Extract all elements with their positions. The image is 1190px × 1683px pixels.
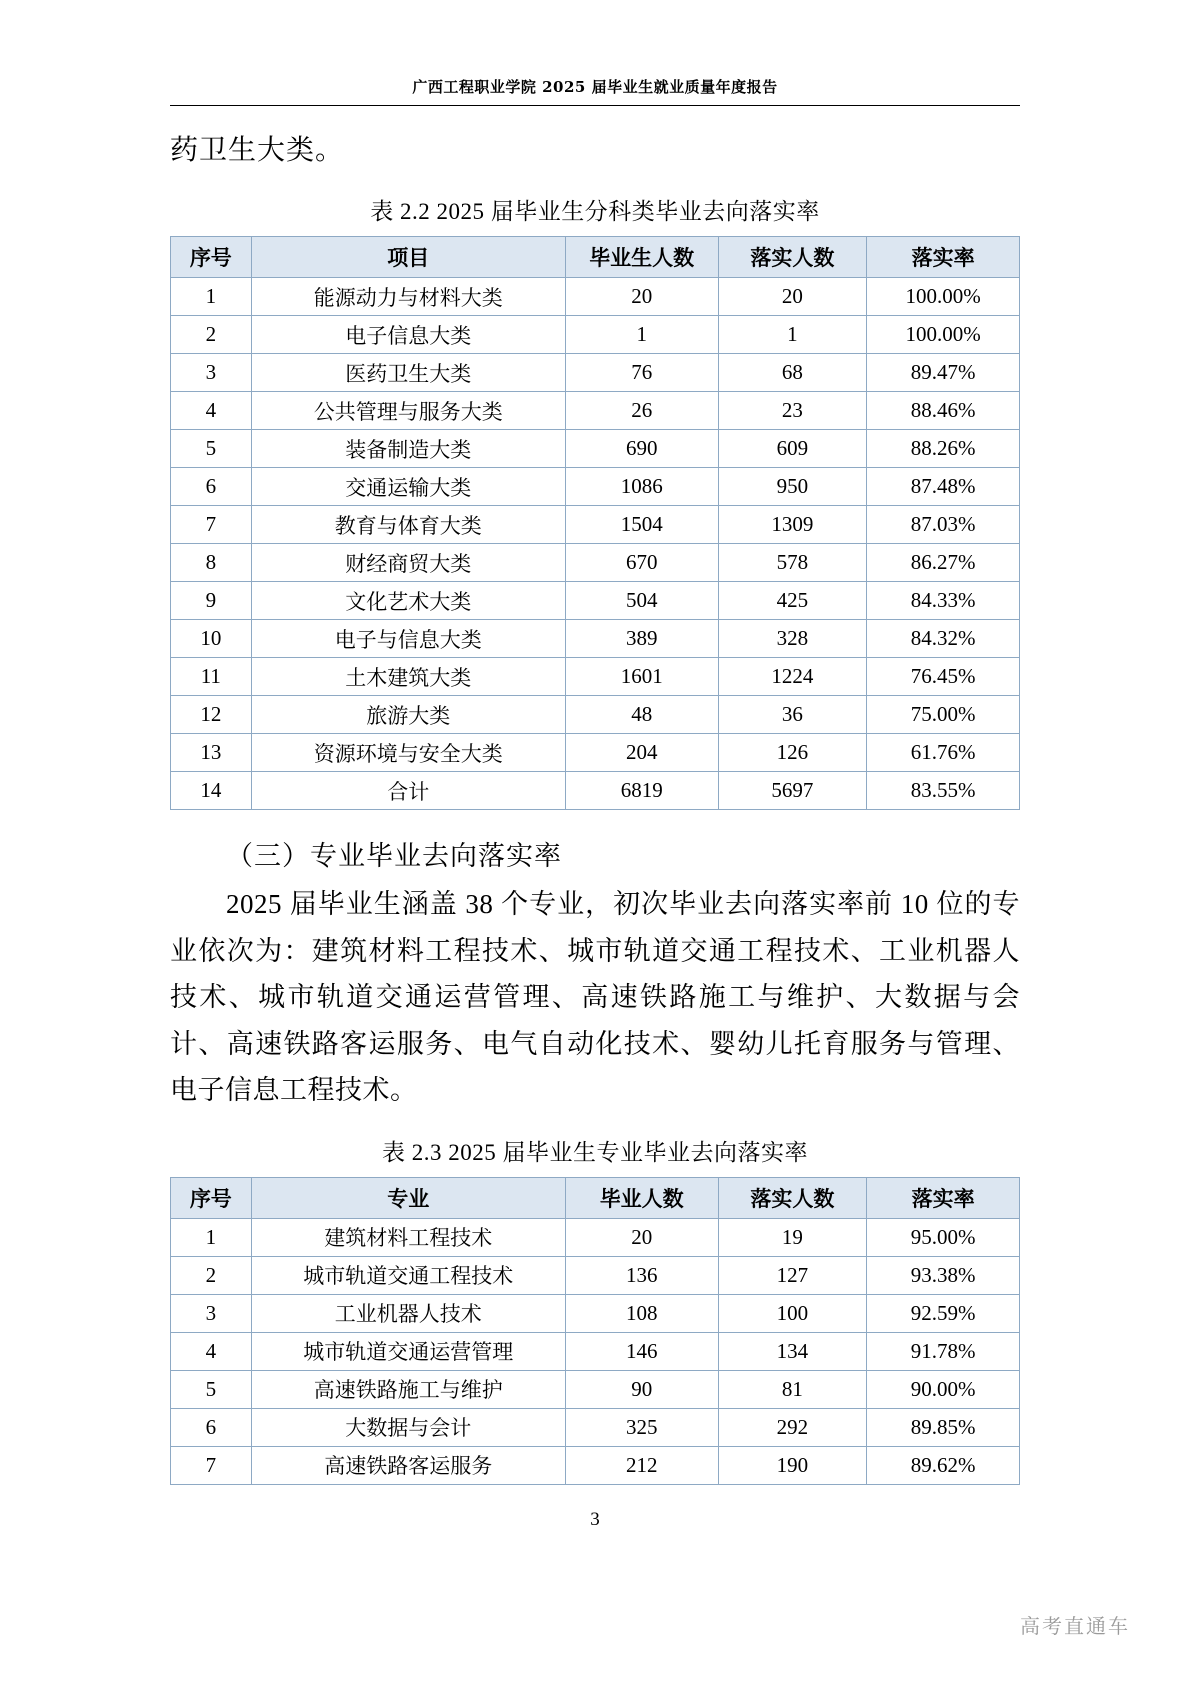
cell-graduates: 1 (565, 316, 718, 354)
header-title: 广西工程职业学院 2025 届毕业生就业质量年度报告 (412, 78, 778, 96)
column-header-placed: 落实人数 (718, 237, 867, 278)
watermark: 高考直通车 (1020, 1616, 1130, 1638)
cell-rate: 95.00% (867, 1218, 1020, 1256)
cell-placed: 190 (718, 1446, 867, 1484)
cell-rate: 84.33% (867, 582, 1020, 620)
column-header-graduates: 毕业人数 (565, 1177, 718, 1218)
body-paragraph: 2025 届毕业生涵盖 38 个专业，初次毕业去向落实率前 10 位的专业依次为：建筑材料工程技术、城市轨道交通工程技术、工业机器人技术、城市轨道交通运营管理、高速铁路施工与维护、大数据与会计、高速铁路客运服务、电气自动化技术、婴幼儿托育服务与管理、电子信息工程技术。 (170, 889, 1020, 1106)
cell-rate: 88.26% (867, 430, 1020, 468)
cell-rate: 83.55% (867, 772, 1020, 810)
column-header-graduates: 毕业生人数 (565, 237, 718, 278)
cell-index: 5 (171, 430, 252, 468)
section-heading: （三）专业毕业去向落实率 (226, 841, 562, 872)
table-row (171, 544, 1020, 582)
cell-rate: 87.48% (867, 468, 1020, 506)
table-row (171, 734, 1020, 772)
cell-index: 5 (171, 1370, 252, 1408)
table-row (171, 316, 1020, 354)
header-divider (170, 105, 1020, 106)
cell-placed: 1 (718, 316, 867, 354)
cell-placed: 100 (718, 1294, 867, 1332)
cell-index: 4 (171, 1332, 252, 1370)
cell-index: 2 (171, 316, 252, 354)
cell-placed: 425 (718, 582, 867, 620)
cell-rate: 86.27% (867, 544, 1020, 582)
cell-graduates: 48 (565, 696, 718, 734)
cell-graduates: 20 (565, 278, 718, 316)
lead-text: 药卫生大类。 (170, 135, 345, 166)
cell-graduates: 6819 (565, 772, 718, 810)
cell-graduates: 212 (565, 1446, 718, 1484)
table-row (171, 696, 1020, 734)
cell-rate: 89.47% (867, 354, 1020, 392)
cell-item: 教育与体育大类 (251, 506, 565, 544)
table-23 (170, 1177, 1020, 1485)
cell-item: 医药卫生大类 (251, 354, 565, 392)
cell-rate: 100.00% (867, 278, 1020, 316)
cell-item: 交通运输大类 (251, 468, 565, 506)
cell-placed: 950 (718, 468, 867, 506)
column-header-index: 序号 (171, 237, 252, 278)
table-row (171, 658, 1020, 696)
cell-index: 12 (171, 696, 252, 734)
cell-graduates: 1504 (565, 506, 718, 544)
cell-rate: 75.00% (867, 696, 1020, 734)
column-header-rate: 落实率 (867, 1177, 1020, 1218)
cell-index: 3 (171, 354, 252, 392)
cell-index: 6 (171, 1408, 252, 1446)
cell-graduates: 670 (565, 544, 718, 582)
table-row (171, 620, 1020, 658)
cell-rate: 88.46% (867, 392, 1020, 430)
table-row (171, 1256, 1020, 1294)
cell-graduates: 26 (565, 392, 718, 430)
cell-item: 合计 (251, 772, 565, 810)
cell-index: 10 (171, 620, 252, 658)
cell-graduates: 690 (565, 430, 718, 468)
cell-placed: 1309 (718, 506, 867, 544)
cell-item: 电子与信息大类 (251, 620, 565, 658)
table-22 (170, 236, 1020, 810)
column-header-rate: 落实率 (867, 237, 1020, 278)
cell-index: 11 (171, 658, 252, 696)
cell-index: 1 (171, 1218, 252, 1256)
cell-item: 旅游大类 (251, 696, 565, 734)
cell-placed: 5697 (718, 772, 867, 810)
cell-item: 资源环境与安全大类 (251, 734, 565, 772)
cell-major: 建筑材料工程技术 (251, 1218, 565, 1256)
cell-rate: 87.03% (867, 506, 1020, 544)
cell-index: 1 (171, 278, 252, 316)
cell-graduates: 90 (565, 1370, 718, 1408)
cell-item: 公共管理与服务大类 (251, 392, 565, 430)
cell-major: 城市轨道交通运营管理 (251, 1332, 565, 1370)
table-row (171, 1294, 1020, 1332)
cell-index: 13 (171, 734, 252, 772)
cell-index: 6 (171, 468, 252, 506)
cell-placed: 292 (718, 1408, 867, 1446)
table-row (171, 1408, 1020, 1446)
cell-major: 城市轨道交通工程技术 (251, 1256, 565, 1294)
cell-placed: 81 (718, 1370, 867, 1408)
cell-rate: 61.76% (867, 734, 1020, 772)
cell-item: 电子信息大类 (251, 316, 565, 354)
cell-item: 土木建筑大类 (251, 658, 565, 696)
cell-placed: 20 (718, 278, 867, 316)
cell-placed: 127 (718, 1256, 867, 1294)
cell-index: 7 (171, 1446, 252, 1484)
cell-graduates: 1086 (565, 468, 718, 506)
cell-index: 4 (171, 392, 252, 430)
cell-major: 高速铁路施工与维护 (251, 1370, 565, 1408)
cell-index: 2 (171, 1256, 252, 1294)
cell-graduates: 146 (565, 1332, 718, 1370)
cell-index: 7 (171, 506, 252, 544)
cell-rate: 84.32% (867, 620, 1020, 658)
cell-placed: 36 (718, 696, 867, 734)
table-row (171, 468, 1020, 506)
column-header-index: 序号 (171, 1177, 252, 1218)
cell-graduates: 20 (565, 1218, 718, 1256)
cell-rate: 100.00% (867, 316, 1020, 354)
cell-index: 8 (171, 544, 252, 582)
cell-graduates: 108 (565, 1294, 718, 1332)
cell-placed: 126 (718, 734, 867, 772)
page-header (170, 0, 1020, 106)
table-row-total (171, 772, 1020, 810)
column-header-major: 专业 (251, 1177, 565, 1218)
table-row (171, 278, 1020, 316)
cell-item: 能源动力与材料大类 (251, 278, 565, 316)
table-row (171, 582, 1020, 620)
table-row (171, 1446, 1020, 1484)
cell-graduates: 204 (565, 734, 718, 772)
table-row (171, 354, 1020, 392)
cell-rate: 91.78% (867, 1332, 1020, 1370)
cell-index: 3 (171, 1294, 252, 1332)
cell-index: 9 (171, 582, 252, 620)
table-header-row (171, 237, 1020, 278)
cell-placed: 609 (718, 430, 867, 468)
cell-rate: 89.62% (867, 1446, 1020, 1484)
cell-graduates: 325 (565, 1408, 718, 1446)
page-number: 3 (590, 1509, 600, 1530)
cell-rate: 93.38% (867, 1256, 1020, 1294)
cell-placed: 23 (718, 392, 867, 430)
table-22-caption: 表 2.2 2025 届毕业生分科类毕业去向落实率 (370, 199, 820, 225)
cell-graduates: 1601 (565, 658, 718, 696)
column-header-item: 项目 (251, 237, 565, 278)
cell-graduates: 504 (565, 582, 718, 620)
cell-graduates: 389 (565, 620, 718, 658)
table-row (171, 1332, 1020, 1370)
cell-item: 财经商贸大类 (251, 544, 565, 582)
cell-item: 装备制造大类 (251, 430, 565, 468)
cell-placed: 578 (718, 544, 867, 582)
cell-rate: 92.59% (867, 1294, 1020, 1332)
cell-placed: 134 (718, 1332, 867, 1370)
cell-rate: 90.00% (867, 1370, 1020, 1408)
table-23-caption: 表 2.3 2025 届毕业生专业毕业去向落实率 (382, 1139, 808, 1165)
cell-rate: 76.45% (867, 658, 1020, 696)
table-header-row (171, 1177, 1020, 1218)
cell-item: 文化艺术大类 (251, 582, 565, 620)
cell-placed: 1224 (718, 658, 867, 696)
cell-graduates: 136 (565, 1256, 718, 1294)
table-row (171, 430, 1020, 468)
column-header-placed: 落实人数 (718, 1177, 867, 1218)
cell-placed: 328 (718, 620, 867, 658)
cell-index: 14 (171, 772, 252, 810)
cell-placed: 19 (718, 1218, 867, 1256)
table-row (171, 1370, 1020, 1408)
cell-major: 大数据与会计 (251, 1408, 565, 1446)
cell-graduates: 76 (565, 354, 718, 392)
cell-major: 高速铁路客运服务 (251, 1446, 565, 1484)
cell-rate: 89.85% (867, 1408, 1020, 1446)
cell-major: 工业机器人技术 (251, 1294, 565, 1332)
table-row (171, 392, 1020, 430)
table-row (171, 506, 1020, 544)
cell-placed: 68 (718, 354, 867, 392)
table-row (171, 1218, 1020, 1256)
